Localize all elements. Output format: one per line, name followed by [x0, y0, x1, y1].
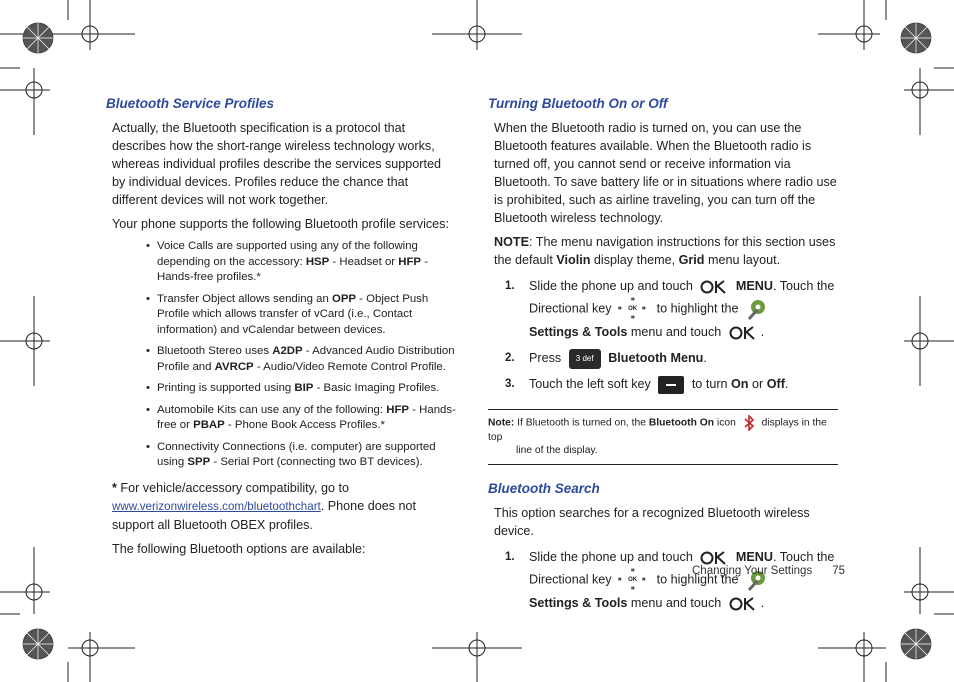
starburst-mark-bottom-right: [901, 629, 931, 659]
ok-icon: [729, 326, 757, 340]
bluetooth-icon: [743, 415, 755, 431]
list-item: • Transfer Object allows sending an OPP - Object Push Profile which allows transfer of vCard (i.e., Contact information) and vCalendar between devices.: [148, 292, 456, 339]
list-item: • Printing is supported using BIP - Basic Imaging Profiles.: [148, 381, 456, 397]
paragraph-search-info: This option searches for a recognized Bluetooth wireless device.: [494, 506, 810, 538]
paragraph-options-available: The following Bluetooth options are available:: [112, 541, 366, 556]
registration-mark-top-right: [818, 0, 954, 135]
settings-tools-icon: [746, 297, 768, 321]
list-item: • Bluetooth Stereo uses A2DP - Advanced Audio Distribution Profile and AVRCP - Audio/Video Remote Control Profile.: [148, 344, 456, 375]
directional-key-icon: ⌗ ⌗ OK ⌗ ⌗: [618, 297, 646, 321]
step-1: 1. Slide the phone up and touch MENU. Touch the Directional key ⌗ ⌗ OK ⌗ ⌗ to highlight the Settings & Tools menu and touch .: [505, 550, 835, 610]
footnote: * For vehicle/accessory compatibility, go to www.verizonwireless.com/bluetoothchart. Phone does not support all Bluetooth OBEX profiles.: [112, 480, 417, 532]
footer-section-title: Changing Your Settings: [692, 565, 813, 577]
step-1: 1. Slide the phone up and touch MENU. Touch the Directional key ⌗ ⌗ OK ⌗ ⌗ to highlight the Settings & Tools menu and touch .: [505, 279, 835, 339]
registration-mark-bottom-left: [0, 547, 135, 682]
list-item: • Automobile Kits can use any of the following: HFP - Hands-free or PBAP - Phone Book Access Profiles.*: [148, 403, 456, 434]
step-3: 3. Touch the left soft key to turn On or Off.: [488, 373, 838, 395]
directional-key-icon: ⌗ ⌗ OK ⌗ ⌗: [618, 568, 646, 592]
left-column: [106, 96, 456, 564]
section-heading-turning-on-off: Turning Bluetooth On or Off: [488, 96, 668, 111]
section-heading-bluetooth-search: Bluetooth Search: [488, 481, 600, 496]
registration-mark-middle-right: [904, 296, 954, 386]
starburst-mark-top-left: [23, 23, 53, 53]
registration-mark-top-center: [432, 0, 522, 50]
paragraph-radio-info: When the Bluetooth radio is turned on, you can use the Bluetooth features available. When the Bluetooth radio is turned off, you cannot send or receive information via Bluetooth. To save battery life or in situations where radio use is prohibited, such as airline traveling, you can turn off the Bluetooth wireless technology.: [494, 121, 837, 225]
paragraph-supported-services: Your phone supports the following Bluetooth profile services:: [112, 217, 449, 231]
bluetooth-chart-link[interactable]: www.verizonwireless.com/bluetoothchart: [112, 499, 321, 513]
starburst-mark-top-right: [901, 23, 931, 53]
steps-search: [488, 546, 838, 614]
paragraph-profiles-intro: Actually, the Bluetooth specification is a protocol that describes how the short-range wireless technology works, whereas individual profiles describe the services supported by individual devices. Profiles reduce the chance that different devices will not work together.: [112, 121, 442, 207]
note-box: Note: If Bluetooth is turned on, the Bluetooth On icon displays in the top line of the display.: [488, 409, 838, 465]
section-heading-service-profiles: Bluetooth Service Profiles: [106, 96, 275, 111]
ok-icon: [729, 597, 757, 611]
right-column: [488, 96, 838, 620]
page-footer: [692, 565, 845, 577]
steps-turn-on-off: [488, 275, 838, 395]
soft-key-icon: [658, 376, 684, 394]
starburst-mark-bottom-left: [23, 629, 53, 659]
ok-icon: [700, 280, 728, 294]
paragraph-note: NOTE: The menu navigation instructions for this section uses the default Violin display theme, Grid menu layout.: [494, 235, 836, 267]
list-item: • Connectivity Connections (i.e. computer) are supported using SPP - Serial Port (connecting two BT devices).: [148, 440, 456, 471]
page-number: 75: [832, 565, 846, 577]
profile-list: [106, 239, 456, 471]
registration-mark-bottom-center: [432, 632, 522, 682]
key-3-icon: 3 def: [569, 349, 601, 369]
ok-icon: [700, 551, 728, 565]
registration-mark-middle-left: [0, 296, 50, 386]
list-item: • Voice Calls are supported using any of the following depending on the accessory: HSP - Headset or HFP - Hands-free profiles.*: [148, 239, 456, 286]
step-2: 2. Press 3 def Bluetooth Menu.: [488, 347, 838, 369]
